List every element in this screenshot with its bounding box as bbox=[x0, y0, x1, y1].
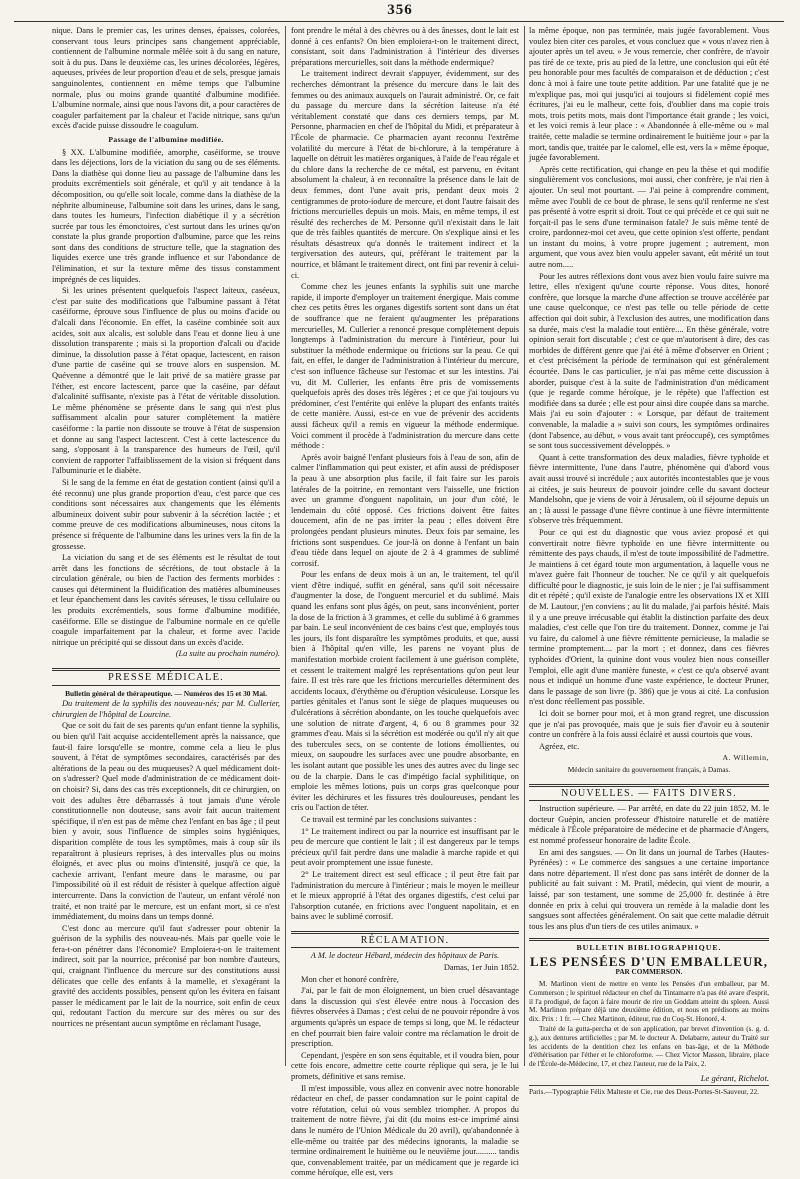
paragraph: 1° Le traitement indirect ou par la nourrice est insuffisant par le peu de mercure que contient le lait ; il est dangereux par le temps précieux qu'il fait perdre dans une maladie à marche rapide et qui peut avoir promptement une issue funeste. bbox=[291, 826, 519, 868]
bibliography-heading: BULLETIN BIBLIOGRAPHIQUE. bbox=[529, 938, 769, 954]
letter-salutation: Mon cher et honoré confrère, bbox=[301, 974, 399, 984]
paragraph: Le traitement indirect devrait s'appuyer, évidemment, sur des recherches démontrant la présence du mercure dans le lait des femmes ou des animaux auxquels on l'aurait administré. Or, ce fait du passage du mercure dans la sécrétion laiteuse n'a été véritablement constaté que dans ces derniers temps, par M. Personne, pharmacien en chef de l'hôpital du Midi, et préparateur à l'École de pharmacie. Ce pharmacien ayant reconnu l'extrême volatilité du mercure à l'état de bi-chlorure, à la température à laquelle on détruit les matières organiques, à l'aide de l'eau régale et du chlore dans la recherche de ce métal, est parvenu, en évitant absolument la chaleur, à en reconnaître la présence dans le lait de deux femmes, dont l'une avait pris, pendant deux mois 2 centigrammes de proto-iodure de mercure, et dont l'autre faisait des frictions mercurielles depuis un mois. Mais, en même temps, il est résulté des recherches de M. Personne qu'il n'existait dans le lait que de très faibles quantités de mercure. On s'explique ainsi et les résultats désastreux qu'a donnés le traitement indirect et la tergiversation des auteurs, qui, préférant le traitement par la nourrice, et blâmant le traitement direct, ont fini par revenir à celui-ci. bbox=[291, 69, 519, 280]
rubric-presse-medicale: PRESSE MÉDICALE. bbox=[52, 668, 280, 686]
paragraph: la même époque, non pas terminée, mais jugée favorablement. Vous voulez bien citer ces paroles, et vous concluez que « vous n'avez rien à ajouter après un tel aveu. » Je vous remercie, cher confrère, de n'avoir pas tiré de ce texte, pris au pied de la lettre, une conclusion qui eût été peu honorable pour mes facultés de comparaison et de déduction ; c'est donc à moi à faire une toute petite addition. Par une fatalité que je ne m'explique pas, moi qui jusqu'ici ai toujours si fidèlement copié mes écritures, j'ai eu le malheur, cette fois, d'oublier dans ma copie trois mots, trois petits mots, mais dont l'importance était grande ; les voici, et les voici remis à leur place : « Abandonnée à elle-même ou » mal traitée, cette maladie se termine ordinairement le huitième jour » par la mort, tandis que, traitée par le calomel, elle est, vers la » même époque, jugée favorablement. bbox=[529, 26, 769, 163]
signature-title: Médecin sanitaire du gouvernement français, à Damas. bbox=[567, 764, 731, 774]
news-item: Instruction supérieure. — Par arrêté, en date du 22 juin 1852, M. le docteur Guépin, ancien professeur d'histoire naturelle et de matière médicale à l'École préparatoire de médecine et de pharmacie d'Angers, est nommé professeur honoraire de ladite École. bbox=[529, 804, 769, 845]
paragraph: 2° Le traitement direct est seul efficace ; il peut être fait par l'administration du mercure à l'intérieur ; mais le moyen le meilleur et le mieux approprié à l'état des organes digestifs, c'est celui par l'absorption cutanée, en frictions avec l'onguent napolitain, et en bains avec le sublimé corrosif. bbox=[291, 869, 519, 922]
paragraph: Comme chez les jeunes enfants la syphilis suit une marche rapide, il importe d'employer un traitement énergique. Mais comme chez ces petits êtres les organes digestifs sortent sont dans un état de souffrance que ne feraient qu'augmenter les préparations mercurielles, M. Cullerier a renoncé presque complètement depuis longtemps à l'administration du mercure à l'intérieur, pour lui substituer la méthode endermique ou frictions sur la peau. Ce qui fait, en effet, le danger de l'administration à l'intérieur du mercure, c'est son influence fâcheuse sur l'estomac et sur les intestins. J'ai vu, dit M. Cullerier, les enfants être pris de vomissements quelquefois après des doses très légères ; et ce que j'ai toujours vu prédominer, c'est l'entérite qui enlève la plupart des enfants traités de cette manière. Aussi, est-ce en vue de prévenir des accidents aussi fâcheux qu'il a remis en vigueur la méthode endermique. Voici comment il procède à l'administration du mercure dans cette méthode : bbox=[291, 282, 519, 451]
letter-place-date: Damas, 1er Juin 1852. bbox=[443, 963, 519, 973]
paragraph: font prendre le métal à des chèvres ou à des ânesses, dont le lait est donné à ces enfants? On bien emploiera-t-on le traitement direct, consistant, soit dans l'administration à l'intérieur des diverses préparations mercurielles, soit dans la méthode endermique? bbox=[291, 26, 519, 67]
paragraph: Après cette rectification, qui change en peu la thèse et qui modifie singulièrement vos conclusions, moi aussi, cher confrère, je n'ai rien à ajouter. Un seul mot pourtant. — J'ai peine à comprendre comment, même avec l'oubli de ce bout de phrase, le sens qu'il renferme ne s'est pas présenté à votre esprit si droit. Tout ce qui précède et ce qui suit ne forçait-il pas le sens d'une terminaison fatale? Je suis même tenté de croire, pardonnez-moi cet aveu, que cette opinion s'est offerte, pendant un instant du moins, à votre propre jugement ; autrement, mon argument, que vous avez bien voulu appeler savant, eût mérité un tout autre nom..... bbox=[529, 164, 769, 270]
column-1 bbox=[52, 26, 280, 1066]
paragraph: Après avoir baigné l'enfant plusieurs fois à l'eau de son, afin de calmer l'inflammation qui peut exister, et afin aussi de prédisposer la peau à une absorption plus facile, il fait faire sur les parois latérales de la poitrine, en remontant vers l'aisselle, une friction avec un gramme d'onguent napolitain, un jour d'un côté, le lendemain du côté opposé. Ces frictions doivent être faites doucement, afin de ne pas irriter la peau ; elles doivent être prolongées pendant plusieurs minutes. Deux fois par semaine, les frictions sont suspendues. Ce jour-là on donne à l'enfant un bain d'eau tiède dans lequel on ajoute de 2 à 4 grammes de sublimé corrosif. bbox=[291, 452, 519, 568]
signature-name: A. Willemin, bbox=[722, 753, 769, 763]
article-title: Du traitement de la syphilis des nouveau-nés; par M. Cullerier, chirurgien de l'hôpital de Lourcine. bbox=[52, 699, 280, 719]
rubric-nouvelles: NOUVELLES. — FAITS DIVERS. bbox=[529, 784, 769, 802]
page-number: 356 bbox=[387, 2, 413, 18]
column-divider bbox=[524, 26, 525, 1066]
bulletin-heading: Bulletin général de thérapeutique. — Numéros des 15 et 30 Mai. bbox=[65, 688, 267, 698]
paragraph: Si le sang de la femme en état de gestation contient (ainsi qu'il a été reconnu) une plus grande proportion d'eau, c'est parce que ces conditions sont nécessaires aux changements que les éléments albumineux doivent subir pour subvenir à la sécrétion lactée ; et comme preuve de ces modifications albumineuses, nous citons la présence si fréquente de l'albumine dans les urines vers la fin de la grossesse. bbox=[52, 477, 280, 551]
paragraph: Il m'est impossible, vous allez en convenir avec notre honorable rédacteur en chef, de passer condamnation sur le point capital de votre réfutation, celui où vous semblez triompher. A propos du traitement de notre fièvre, j'ai dit (du moins est-ce imprimé ainsi dans le numéro de l'Union Médicale du 20 avril), qu'abandonnée à elle-même ou traitée par des médecins ignorants, la maladie se termine ordinairement le huitième ou le neuvième jour.......... tandis que, convenablement traitée, par un médicament que je regarde ici comme héroïque, elle est, vers bbox=[291, 1083, 519, 1178]
paragraph: Que ce soit du fait de ses parents qu'un enfant tienne la syphilis, ou bien qu'il l'ait acquise accidentellement après la naissance, que faut-il faire lorsqu'elle se montre, comme cela a lieu le plus souvent, à l'état de symptômes secondaires, caractérisés par des altérations de la peau ou des muqueuses? A quel médicament doit-on s'adresser? Quel mode d'administration de ce médicament doit-on choisir? Si, dans des cas très exceptionnels, dit ce chirurgien, on voit des adultes être débarrassés à tout jamais d'une vérole constitutionnelle non douteuse, sans avoir fait aucun traitement spécifique, il n'en est pas de même chez l'enfant en bas âge ; il peut bien y avoir, sous l'influence de simples soins hygiéniques, disparition complète de tous les symptômes, mais à coup sûr ils reparaîtront à plusieurs reprises, à des intervalles plus ou moins éloignés, et avec plus ou moins d'intensité, jusqu'à ce que, la cachexie arrivant, l'enfant meure dans le marasme, ou par l'impossibilité où il est réduit de résister à quelque affection aiguë intercurrente. Dans la conviction de l'auteur, un enfant vérolé non traité, et non traité par le mercure, est un enfant mort, si ce n'est immédiatement, du moins dans un temps donné. bbox=[52, 721, 280, 922]
letter-closing: Agréez, etc. bbox=[539, 741, 580, 751]
paragraph: Si les urines présentent quelquefois l'aspect laiteux, caséeux, c'est par suite des modifications que l'albumine passant à l'état caséiforme, éprouve sous l'influence de plus ou moins d'acide ou d'alcali dans l'économie. En effet, la caséine combinée soit aux acides, soit aux alcalis, est soluble dans l'eau et donne lieu à une dissolution transparente ; mais si la proportion d'alcali ou d'acide diminue, la dissolution passe à l'état opaque, lactescent, en raison d'une partie de caséine qui se trouve alors en suspension. M. Quévenne a démontré que le lait privé de sa matière grasse par l'éther, est encore lactescent, parce que la caséine, par défaut d'alcalinité suffisante, n'existe pas à l'état de véritable dissolution. Le même phénomène se présente dans le sang qui n'est plus suffisamment alcalin pour saturer complètement la matière caséiforme : la partie non dissoute se trouve à l'état de suspension et donne au sang l'aspect lactescent. C'est à cette lactescence du sang, s'opposant à la transparence des humeurs de l'œil, qu'il convient de rapporter l'affaiblissement de la vision si fréquent dans l'albuminurie et le diabète. bbox=[52, 286, 280, 476]
paragraph: § XX. L'albumine modifiée, amorphe, caséiforme, se trouve dans les déjections, lors de la viciation du sang ou de ses éléments. Dans la diathèse qui donne lieu au passage de l'albumine dans les produits excrémentiels soit générale, et qu'il y ait tendance à la décomposition, ou qu'elle soit locale, comme dans la diathèse de la néphrite albumineuse, l'albumine soit dans les urines, dans le sang, dans toutes les humeurs, l'infection diabétique il y a sécrétion sucrée par tous les émonctoires, c'est surtout dans les urines qu'on constate la plus grande proportion d'albumine, parce que les reins sont dans des conditions de structure telle, que la stagnation des liquides exerce une très grande influence et sur l'abondance de l'élimination, et sur la texture même des tissus constamment imprégnés de ces liquides. bbox=[52, 147, 280, 284]
column-3 bbox=[529, 26, 769, 1084]
gerant-signature: Le gérant, Richelot. bbox=[700, 1073, 769, 1084]
paragraph: C'est donc au mercure qu'il faut s'adresser pour obtenir la guérison de la syphilis des nouveau-nés. Mais par quelle voie le fera-t-on pénétrer dans l'économie? Emploiera-t-on le traitement indirect, soit par la nourrice, préconisé par bon nombre d'auteurs, qui, craignant l'influence du mercure sur des constitutions aussi délicates que celle des enfants à la mamelle, et s'exagérant la gravité des accidents possibles, pensent qu'on les évitera en faisant passer le médicament par le lait de la nourrice, soit enfin de ceux qui, redoutant l'action du mercure sur des mères ou sur des nourrices ne présentant aucun symptôme en réclamant l'usage, bbox=[52, 923, 280, 1029]
paragraph: Ici doit se borner pour moi, et à mon grand regret, une discussion que je n'ai pas provoquée, mais que je suis fier d'avoir eu à soutenir contre un confrère à la fois aussi éclairé et aussi courtois que vous. bbox=[529, 709, 769, 740]
section-title: Passage de l'albumine modifiée. bbox=[108, 134, 224, 144]
paragraph: Pour ce qui est du diagnostic que vous aviez proposé et qui convertirait notre fièvre typhoïde en une fièvre intermittente ou rémittente des pays chauds, il m'est de toute impossibilité de l'admettre. Je maintiens à cet égard toute mon argumentation, à laquelle vous ne m'avez guère fait l'honneur de toucher. Ne ce qu'il y ait quelquefois difficulté pour le diagnostic, je suis loin de le nier ; je l'ai suffisamment dit et répété ; qu'il existe de l'analogie entre les observations IX et XIII de M. Lautour, j'en conviens ; au lit du malade, j'ai parfois hésité. Mais il y a une preuve irrécusable qui établit la distinction parfaite des deux maladies, c'est celle que l'on tire du traitement. Donnez, comme je l'ai vu faire, du calomel à une fièvre rémittente pernicieuse, la maladie se termine promptement.... par la mort ; et donnez, dans ces fièvres typhoïdes d'Orient, la quinine dont vous voulez bien nous conseiller l'emploi, elle agit d'une manière funeste, « c'est ce qu'a observé avant nous et indiqué un homme d'une vaste expérience, le docteur Pruner, dans le passage de son livre (p. 386) que je vous ai cité. La confusion n'est donc réellement pas possible. bbox=[529, 527, 769, 707]
paragraph: Ce travail est terminé par les conclusions suivantes : bbox=[301, 814, 477, 824]
printer-imprint: Paris.—Typographie Félix Malteste et Cie, rue des Deux-Portes-St-Sauveur, 22. bbox=[529, 1085, 769, 1096]
news-item: En ami des sangsues. — On lit dans un journal de Tarbes (Hautes-Pyrénées) : « Le commerce des sangsues a une certaine importance dans notre département. Il n'est donc pas sans intérêt de donner de la publicité au fait suivant : M. Pratil, médecin, qui vient de mourir, a laissé, par son testament, une somme de 25,000 fr. destinée à être donnée en prix à celui qui trouvera un remède à la maladie dont les sangsues sont affectées généralement. On sait que cette maladie détruit tous les ans plus d'un tiers de ces utiles animaux. » bbox=[529, 847, 769, 931]
header-rule bbox=[14, 21, 784, 22]
paragraph: Pour les autres réflexions dont vous avez bien voulu faire suivre ma lettre, elles n'exigent qu'une courte réponse. Vous dites, honoré confrère, que lorsque la marche d'une affection se trouve accélérée par une cause quelconque, ce n'est pas telle ou telle période de cette affection qui doit subir, à l'exclusion des autres, une modification dans sa durée, mais c'est la maladie tout entière.... En thèse générale, votre opinion serait fort discutable ; c'est ce que m'autorisent à dire, des cas morbides de différent genre que j'ai été à même d'observer en Orient ; et c'est précisément la période de terminaison qui est généralement écourtée. Dans le cas particulier, je n'ai pas même cette discussion à aborder, puisque c'est à la suite de l'administration d'un médicament (que je regarde comme héroïque, je le répète) que l'affection est modifiée dans sa durée ; elle est pour ainsi dire coupée dans sa marche. Mais j'ai eu soin d'ajouter : « Lorsque, par défaut de traitement convenable, la maladie a » suivi son cours, les symptômes ordinaires (dont l'absence, au début, » vous avait tant préoccupé), ces symptômes se sont tous successivement développés. » bbox=[529, 271, 769, 451]
paragraph: Quant à cette transformation des deux maladies, fièvre typhoïde et fièvre intermittente, l'une dans l'autre, phénomène qui d'abord vous avait aussi trouvé si incrédule ; aux autorités incontestables que je vous ai citées, je suis heureux de pouvoir joindre celle du savant docteur Mandelsohn, que je viens de voir à Jérusalem, où il séjourne depuis un an ; là aussi le passage d'une fièvre continue à une fièvre intermittente s'observe très fréquemment. bbox=[529, 452, 769, 526]
column-divider bbox=[285, 26, 286, 1066]
paragraph: nique. Dans le premier cas, les urines denses, épaisses, colorées, conservant tous leurs principes sans changement appréciable, contiennent de l'albumine normale mêlée soit à du sang en nature, soit à du pus. Dans le deuxième cas, les urines décolorées, légères, aqueuses, privées de leur proportion d'eau et de sels, presque jamais sanguinolentes, contiennent en même temps que l'albumine normale, plus ou moins grande quantité d'albumine modifiée. L'albumine normale, ainsi que nous l'avons dit, a pour caractères de coaguler parfaitement par la chaleur et l'acide nitrique, sans qu'un excès d'acide puisse dissoudre le coagulum. bbox=[52, 26, 280, 131]
continued-note: (La suite au prochain numéro). bbox=[175, 649, 280, 659]
paragraph: Cependant, j'espère en son sens équitable, et il voudra bien, pour cette fois encore, admettre cette courte réplique qui sera, je le lui promets, définitive et sans remise. bbox=[291, 1050, 519, 1081]
letter-addressee: A M. le docteur Hébard, médecin des hôpitaux de Paris. bbox=[310, 951, 500, 961]
book-author: PAR COMMERSON. bbox=[615, 968, 683, 977]
paragraph: Pour les enfans de deux mois à un an, le traitement, tel qu'il vient d'être indiqué, suffit en général, sans qu'il soit nécessaire d'augmenter la dose, de l'onguent mercuriel et du sublimé. Mais quand les enfans sont plus âgés, on peut, sans inconvénient, porter la dose de la friction à 3 grammes, et celle du sublimé à 6 grammes par bain. Le seul inconvénient de ces bains c'est que, employés tous les jours, ils font disparaître les symptômes produits, et que, aussi bien à l'hôpital qu'en ville, les parens ne voyant plus de manifestation morbide croient facilement à une guérison complète, et cessent le traitement malgré les représentations qu'on peut leur faire. Il est très rare que les frictions mercurielles déterminent des accidents locaux, d'érythème ou d'éruption vésiculeuse. Lorsque les parties génitales et l'anus sont le siège de plaques muqueuses ou d'ulcérations à sécrétion abondante, on les touche quelquefois avec une solution de nitrate d'argent, 4, 6 ou 8 grammes pour 32 grammes d'eau. Mais si la sécrétion est modérée ou qu'il n'y ait que des tubercules secs, on se contente de lotions émollientes, ou mieux, on saupoudre les surfaces avec une poudre absorbante, en les isolant autant que possible les unes des autres avec du linge sec ou de la charpie. Dans le cas d'impétigo facial syphilitique, on emploie les mêmes lotions, puis un corps gras quelconque pour éviter les déchirures et les fissures très douloureuses, pendant les cris ou l'action de téter. bbox=[291, 570, 519, 813]
paragraph: J'ai, par le fait de mon éloignement, un bien cruel désavantage dans la discussion qui s'est élevée entre nous à l'occasion des fièvres observées à Damas ; c'est celui de ne pouvoir répondre à vos arguments qu'après un espace de temps si long, que M. le rédacteur en chef pourrait bien faire valoir contre ma réclamation le droit de prescription. bbox=[291, 986, 520, 1049]
paragraph: La viciation du sang et de ses éléments est le résultat de tout arrêt dans les fonctions de sécrétions, de tout obstacle à la circulation générale, ou bien de l'action des ferments morbides : causes qui déterminent la fluidification des matières albumineuses et leur épanchement dans les cavités séreuses, le tissu cellulaire ou les produits excrémentiels, sous forme d'albumine modifiée, caséiforme. Elle se distingue de l'albumine normale en ce qu'elle coagule imparfaitement par la chaleur, et forme avec l'acide nitrique un précipité qui se dissout dans un excès d'acide. bbox=[52, 553, 280, 647]
bibliography-entry: M. Marlinon vient de mettre en vente les Pensées d'un emballeur, par M. Commerson ; le spirituel rédacteur en chef du Tintamarre n'a pas été avare d'esprit, il l'a prodigué, de façon à faire mourir de rire un Goddam atteint du spleen. Aussi M. Marlinon prépare déjà une deuxième édition, et nous en prédisons au moins dix. Prix : 1 fr. — Chez Martinon, éditeur, rue du Coq-St. Honoré, 4. bbox=[529, 980, 769, 1024]
bibliography-entry: Traité de la gutta-percha et de son application, par brevet d'invention (s. g. d. g.), aux dentures artificielles ; par M. le docteur A. Delabarre, auteur du Traité sur les accidents de la dentition chez les enfans en bas-âge, et de la Méthode d'éthérisation par l'éther et le chloroforme. — Chez Victor Masson, libraire, place de l'École-de-Médecine, 17, et chez l'auteur, rue de la Paix, 2. bbox=[529, 1025, 769, 1069]
book-title: LES PENSÉES D'UN EMBALLEUR, bbox=[530, 953, 768, 969]
rubric-reclamation: RÉCLAMATION. bbox=[291, 931, 519, 949]
column-2 bbox=[291, 26, 520, 1178]
